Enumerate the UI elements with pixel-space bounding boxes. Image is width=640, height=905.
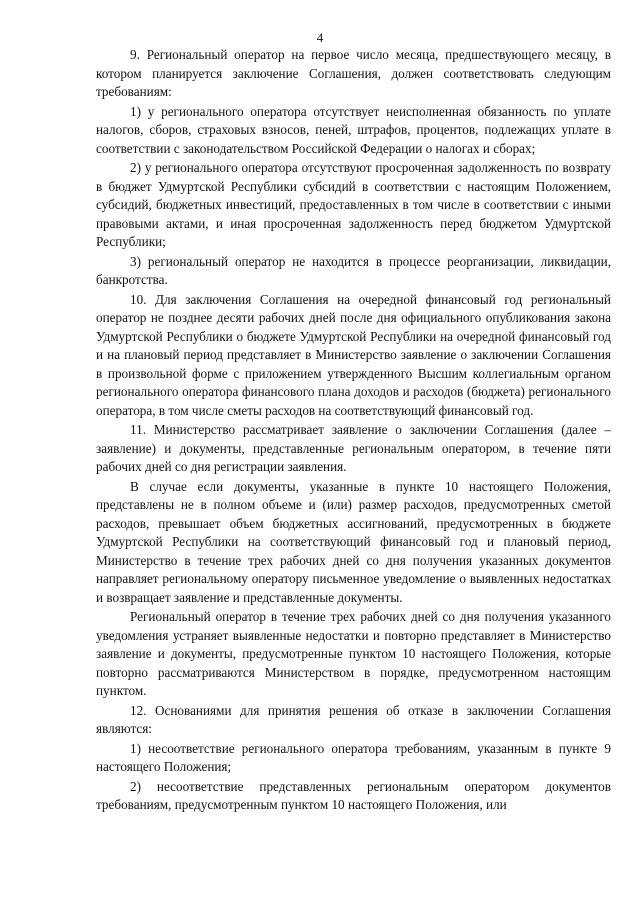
document-body bbox=[96, 46, 611, 815]
paragraph-9-item-1: 1) у регионального оператора отсутствует неисполненная обязанность по уплате налогов, сборов, страховых взносов, пеней, штрафов, процентов, подлежащих уплате в соответствии с законодательством Российской Федерации о налогах и сборах; bbox=[96, 103, 611, 156]
paragraph-9-item-2: 2) у регионального оператора отсутствуют просроченная задолженность по возврату в бюджет Удмуртской Республики субсидий в соответствии с настоящим Положением, субсидий, бюджетных инвестиций, предоставленных в том числе в соответствии с иными правовыми актами, и иная просроченная задолженность перед бюджетом Удмуртской Республики; bbox=[96, 160, 611, 249]
paragraph-12-item-2: 2) несоответствие представленных региональным оператором документов требованиям, предусмотренным пунктом 10 настоящего Положения, или bbox=[96, 778, 611, 812]
paragraph-12: 12. Основаниями для принятия решения об отказе в заключении Соглашения являются: bbox=[96, 702, 611, 736]
paragraph-12-item-1: 1) несоответствие регионального оператора требованиям, указанным в пункте 9 настоящего Положения; bbox=[96, 740, 611, 774]
paragraph-11: 11. Министерство рассматривает заявление о заключении Соглашения (далее – заявление) и документы, представленные региональным оператором, в течение пяти рабочих дней со дня регистрации заявления. bbox=[96, 422, 611, 474]
paragraph-11-resubmission: Региональный оператор в течение трех рабочих дней со дня получения указанного уведомления устраняет выявленные недостатки и повторно представляет в Министерство заявление и документы, предусмотренные пунктом 10 настоящего Положения, которые повторно рассматриваются Министерством в порядке, предусмотренном настоящим пунктом. bbox=[96, 609, 611, 698]
page-number: 4 bbox=[316, 30, 324, 45]
paragraph-9-item-3: 3) региональный оператор не находится в процессе реорганизации, ликвидации, банкротства. bbox=[96, 253, 611, 287]
paragraph-10: 10. Для заключения Соглашения на очередной финансовый год региональный оператор не позднее десяти рабочих дней после дня официального опубликования закона Удмуртской Республики о бюджете Удмуртской Республики на очередной финансовый год и на плановый период представляет в Министерство заявление о заключении Соглашения в произвольной форме с приложением утвержденного Высшим коллегиальным органом регионального оператора финансового плана доходов и расходов (бюджета) регионального оператора, в том числе сметы расходов на соответствующий финансовый год. bbox=[96, 291, 611, 418]
paragraph-9: 9. Региональный оператор на первое число месяца, предшествующего месяцу, в котором планируется заключение Соглашения, должен соответствовать следующим требованиям: bbox=[96, 47, 611, 99]
paragraph-11-case: В случае если документы, указанные в пункте 10 настоящего Положения, представлены не в полном объеме и (или) размер расходов, предусмотренных сметой расходов, превышает объем бюджетных ассигнований, предусмотренных в бюджете Удмуртской Республики на соответствующий финансовый год и плановый период, Министерство в течение трех рабочих дней со дня получения указанных документов направляет региональному оператору письменное уведомление о выявленных недостатках и возвращает заявление и представленные документы. bbox=[96, 478, 611, 605]
